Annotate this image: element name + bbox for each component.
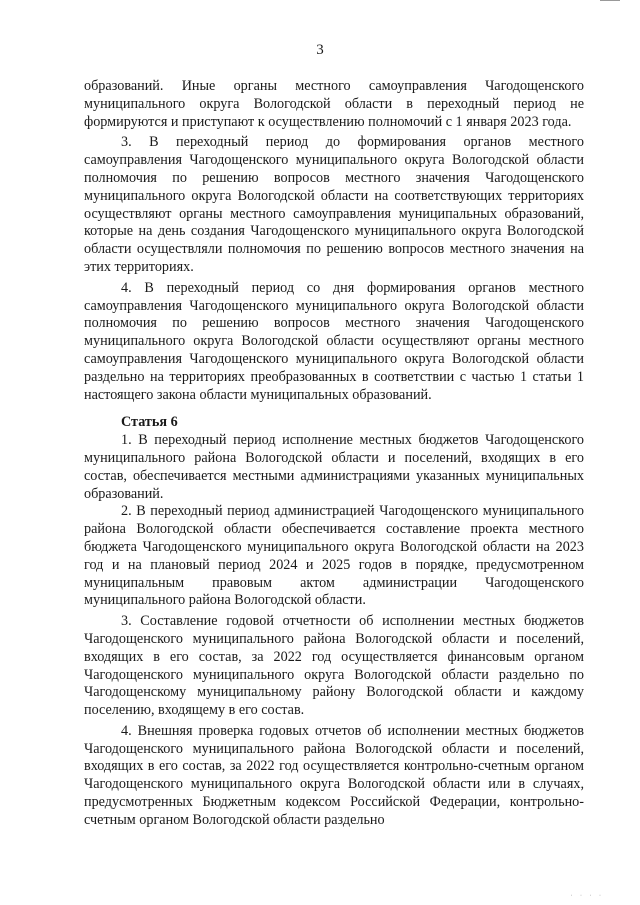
scan-corner-mark [600,0,620,5]
article-paragraph-2: 2. В переходный период администрацией Чагодощенского муниципального района Вологодской области обеспечивается составление проекта местного бюджета Чагодощенского муниципального округа Вологодской области на 2023 год и на плановый период 2024 и 2025 годов в порядке, предусмотренном муниципальным правовым актом администрации Чагодощенского муниципального района Вологодской области. [84,503,584,609]
footer-scan-mark: · · · · [570,893,604,899]
paragraph-continuation: образований. Иные органы местного самоуправления Чагодощенского муниципального округа Вологодской области в переходный период не формируются и приступают к осуществлению полномочий с 1 января 2023 года. [84,78,584,130]
article-paragraph-1: 1. В переходный период исполнение местных бюджетов Чагодощенского муниципального района Вологодской области и поселений, входящих в его состав, обеспечивается местными администрациями указанных муниципальных образований. [84,432,584,502]
article-title: Статья 6 [121,414,178,431]
page-number: 3 [316,42,324,58]
document-body [84,78,584,830]
article-paragraph-3: 3. Составление годовой отчетности об исполнении местных бюджетов Чагодощенского муниципального района Вологодской области и поселений, входящих в его состав, за 2022 год осуществляется финансовым органом Чагодощенского муниципального округа Вологодской области раздельно по Чагодощенскому муниципальному району Вологодской области и каждому поселению, входящему в его состав. [84,613,584,719]
paragraph-item-4: 4. В переходный период со дня формирования органов местного самоуправления Чагодощенского муниципального округа Вологодской области полномочия по решению вопросов местного значения Чагодощенского муниципального округа Вологодской области осуществляют органы местного самоуправления Чагодощенского муниципального округа Вологодской области раздельно на территориях преобразованных в соответствии с частью 1 статьи 1 настоящего закона области муниципальных образований. [84,279,584,403]
article-paragraph-4: 4. Внешняя проверка годовых отчетов об исполнении местных бюджетов Чагодощенского муниципального района Вологодской области и поселений, входящих в его состав, за 2022 год осуществляется контрольно-счетным органом Чагодощенского муниципального округа Вологодской области или в случаях, предусмотренных Бюджетным кодексом Российской Федерации, контрольно-счетным органом Вологодской области раздельно [84,722,584,828]
paragraph-item-3: 3. В переходный период до формирования органов местного самоуправления Чагодощенского муниципального округа Вологодской области полномочия по решению вопросов местного значения Чагодощенского муниципального округа Вологодской области на соответствующих территориях осуществляют органы местного самоуправления муниципальных образований, которые на день создания Чагодощенского муниципального округа Вологодской области осуществляли полномочия по решению вопросов местного значения на этих территориях. [84,134,584,275]
